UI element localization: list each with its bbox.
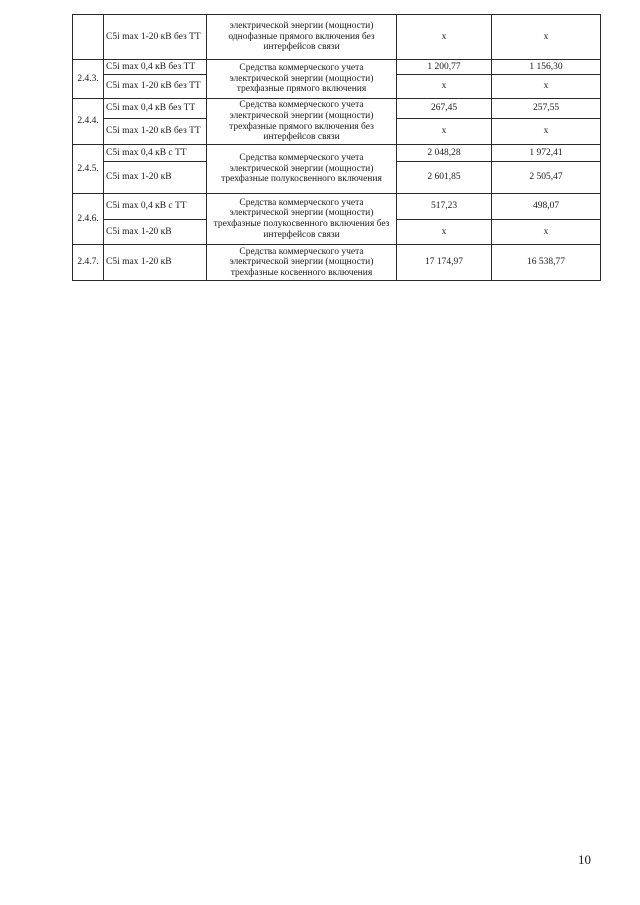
model-cell: C5i max 0,4 кВ без ТТ (104, 99, 207, 119)
page-number: 10 (578, 852, 591, 867)
value-cell: 2 048,28 (397, 145, 492, 162)
model-cell: C5i max 1-20 кВ (104, 162, 207, 194)
value-cell: x (492, 220, 601, 245)
description-cell: Средства коммерческого учета электрической энергии (мощности) трехфазные полукосвенного включения (207, 145, 397, 194)
description-cell: Средства коммерческого учета электрической энергии (мощности) трехфазные прямого включения (207, 60, 397, 99)
row-number (73, 15, 104, 60)
row-number: 2.4.4. (73, 99, 104, 145)
row-number: 2.4.3. (73, 60, 104, 99)
description-cell: Средства коммерческого учета электрической энергии (мощности) трехфазные косвенного включения (207, 245, 397, 281)
model-cell: C5i max 1-20 кВ без ТТ (104, 15, 207, 60)
row-number: 2.4.5. (73, 145, 104, 194)
value-cell: 17 174,97 (397, 245, 492, 281)
table-row (73, 245, 601, 281)
description-cell: Средства коммерческого учета электрической энергии (мощности) трехфазные прямого включения без интерфейсов связи (207, 99, 397, 145)
value-cell: x (397, 220, 492, 245)
row-number: 2.4.7. (73, 245, 104, 281)
description-cell: электрической энергии (мощности) однофазные прямого включения без интерфейсов связи (207, 15, 397, 60)
value-cell: 267,45 (397, 99, 492, 119)
table-row (73, 15, 601, 60)
value-cell: 1 200,77 (397, 60, 492, 75)
table-row (73, 145, 601, 162)
model-cell: C5i max 0,4 кВ с ТТ (104, 145, 207, 162)
value-cell: 2 505,47 (492, 162, 601, 194)
tariff-table (72, 14, 601, 281)
model-cell: C5i max 1-20 кВ без ТТ (104, 119, 207, 145)
value-cell: x (397, 15, 492, 60)
value-cell: 2 601,85 (397, 162, 492, 194)
value-cell: x (397, 119, 492, 145)
model-cell: C5i max 1-20 кВ (104, 245, 207, 281)
value-cell: x (492, 15, 601, 60)
model-cell: C5i max 0,4 кВ без ТТ (104, 60, 207, 75)
model-cell: C5i max 1-20 кВ без ТТ (104, 75, 207, 99)
value-cell: 16 538,77 (492, 245, 601, 281)
value-cell: x (492, 75, 601, 99)
model-cell: C5i max 0,4 кВ с ТТ (104, 194, 207, 220)
value-cell: 1 156,30 (492, 60, 601, 75)
value-cell: x (492, 119, 601, 145)
row-number: 2.4.6. (73, 194, 104, 245)
table-row (73, 194, 601, 220)
value-cell: 498,07 (492, 194, 601, 220)
model-cell: C5i max 1-20 кВ (104, 220, 207, 245)
table-row (73, 99, 601, 119)
value-cell: 1 972,41 (492, 145, 601, 162)
description-cell: Средства коммерческого учета электрической энергии (мощности) трехфазные полукосвенного включения без интерфейсов связи (207, 194, 397, 245)
value-cell: x (397, 75, 492, 99)
table-row (73, 60, 601, 75)
value-cell: 517,23 (397, 194, 492, 220)
value-cell: 257,55 (492, 99, 601, 119)
